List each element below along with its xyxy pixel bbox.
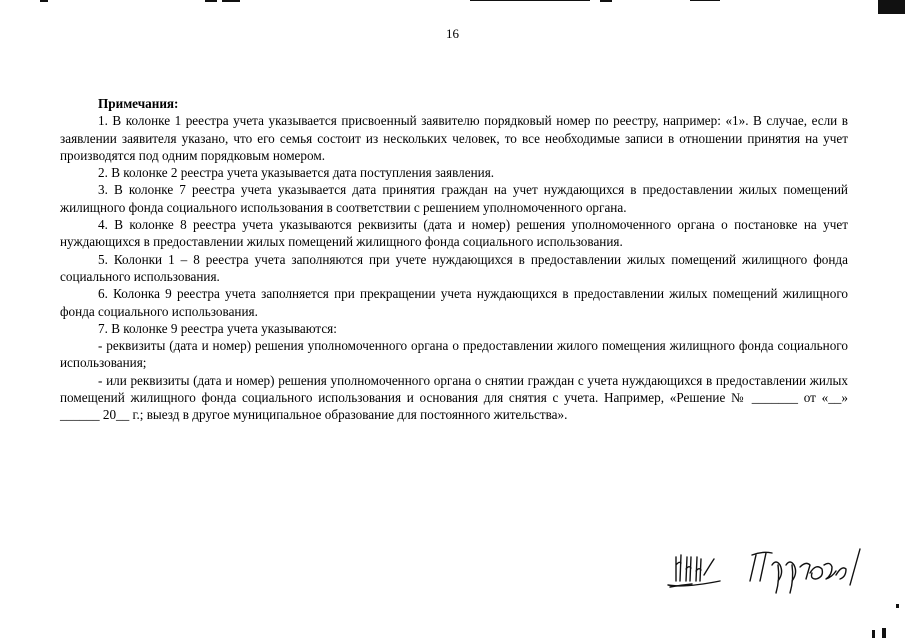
scan-artifact-line [205, 0, 217, 2]
note-paragraph: 7. В колонке 9 реестра учета указываются: [98, 320, 337, 336]
note-paragraph: - или реквизиты (дата и номер) решения уполномоченного органа о снятии граждан с учета нуждающихся в предоставлении жилых помещений жилищного фонда социального использования и основания для снятия с учета. Например, «Решение № _______ от «__» ______ 20__ г.; выезд в другое муниципальное образование для постоянного жительства». [60, 372, 848, 423]
scan-artifact-line [222, 0, 240, 2]
note-paragraph: - реквизиты (дата и номер) решения уполномоченного органа о предоставлении жилого помещения жилищного фонда социального использования; [60, 338, 848, 371]
scan-artifact-mark [882, 628, 886, 638]
note-paragraph: 3. В колонке 7 реестра учета указывается дата принятия граждан на учет нуждающихся в предоставлении жилых помещений жилищного фонда социального использования в соответствии с решением уполномоченного органа. [60, 182, 848, 215]
note-paragraph: 5. Колонки 1 – 8 реестра учета заполняются при учете нуждающихся в предоставлении жилых помещений жилищного фонда социального использования. [60, 251, 848, 284]
scan-artifact-line [690, 0, 720, 1]
notes-section [60, 95, 848, 424]
note-paragraph: 1. В колонке 1 реестра учета указывается присвоенный заявителю порядковый номер по реестру, например: «1». В случае, если в заявлении заявителя указано, что его семья состоит из нескольких человек, то все необходимые записи в отношении принятия на учет производятся под одним порядковым номером. [60, 113, 848, 163]
page-number: 16 [446, 26, 459, 41]
scan-artifact-mark [896, 604, 899, 608]
note-paragraph: 2. В колонке 2 реестра учета указывается дата поступления заявления. [98, 165, 495, 181]
scan-artifact-mark [872, 630, 875, 638]
scan-artifact-line [470, 0, 590, 1]
scan-artifact-line [600, 0, 612, 2]
scan-artifact-line [878, 0, 905, 14]
handwritten-signature [660, 535, 880, 605]
notes-heading: Примечания: [98, 96, 179, 111]
note-paragraph: 4. В колонке 8 реестра учета указываются реквизиты (дата и номер) решения уполномоченного органа о постановке на учет нуждающихся в предоставлении жилых помещений жилищного фонда социального использования. [60, 217, 848, 250]
note-paragraph: 6. Колонка 9 реестра учета заполняется при прекращении учета нуждающихся в предоставлении жилых помещений жилищного фонда социального использования. [60, 286, 848, 319]
scan-artifact-line [40, 0, 48, 2]
